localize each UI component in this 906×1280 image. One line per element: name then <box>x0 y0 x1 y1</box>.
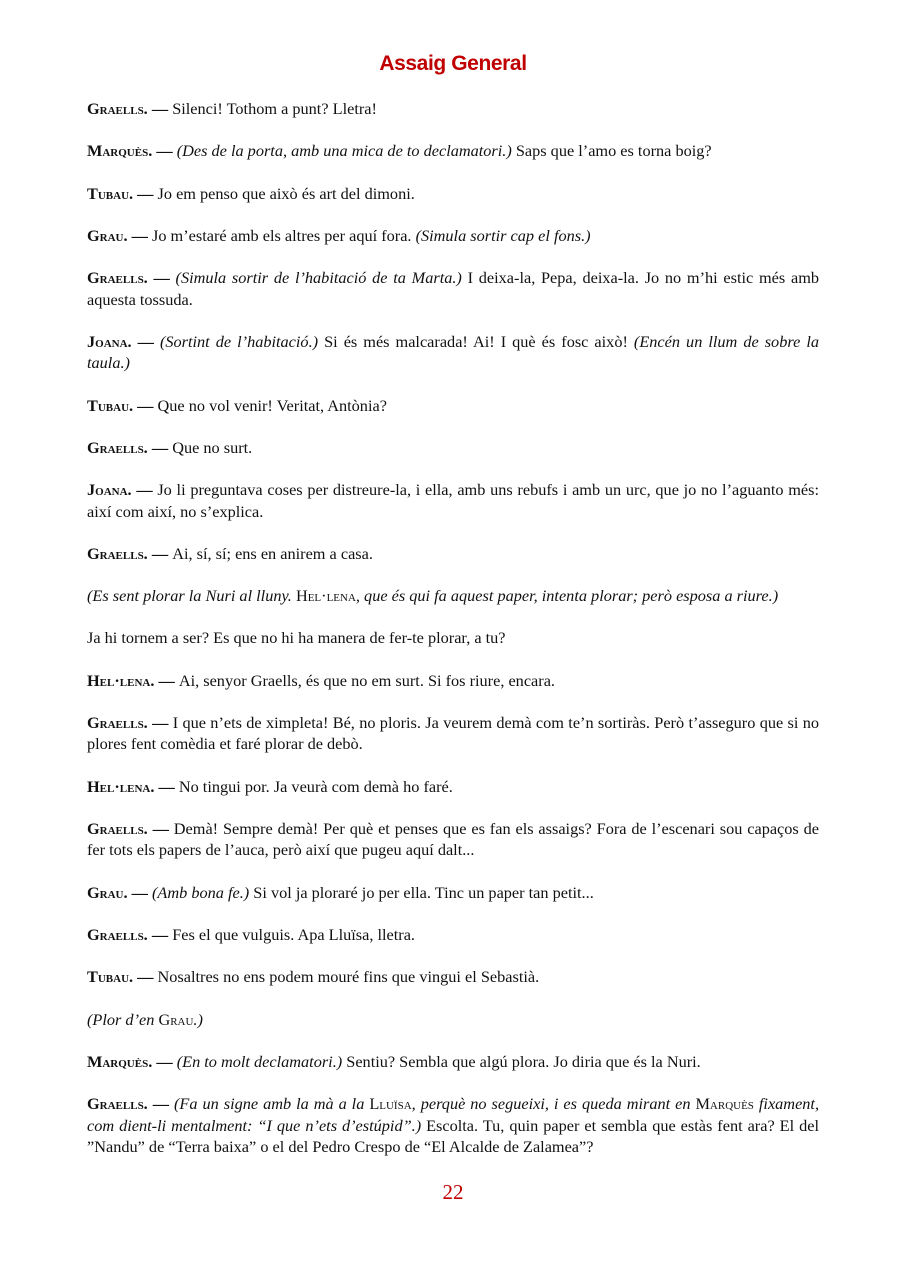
speaker-name: Joana. <box>87 331 132 351</box>
speaker-name: Graells. <box>87 925 148 945</box>
character-name-inline: Lluïsa <box>369 1094 412 1114</box>
dialogue-paragraph <box>87 225 819 246</box>
dialogue-paragraph <box>87 1093 819 1157</box>
dialogue-paragraph <box>87 140 819 161</box>
dialogue-paragraph <box>87 98 819 119</box>
dialogue-text: Sentiu? Sembla que algú plora. Jo diria que és la Nuri. <box>342 1051 701 1071</box>
dialogue-paragraph <box>87 1009 819 1030</box>
dialogue-text: Que no vol venir! Veritat, Antònia? <box>157 395 387 415</box>
speaker-name: Hel·lena. <box>87 776 155 796</box>
dialogue-paragraph <box>87 437 819 458</box>
speaker-name: Graells. <box>87 713 148 733</box>
page-number: 22 <box>442 1180 464 1204</box>
dialogue-text: Que no surt. <box>172 437 253 457</box>
dialogue-paragraph <box>87 183 819 204</box>
speaker-dash: — <box>147 268 176 288</box>
speaker-dash: — <box>154 776 179 796</box>
speaker-dash: — <box>152 141 177 161</box>
speaker-name: Graells. <box>87 1094 148 1114</box>
speaker-dash: — <box>154 670 179 690</box>
dialogue-paragraph <box>87 712 819 755</box>
stage-direction: (Amb bona fe.) <box>152 882 250 902</box>
speaker-name: Tubau. <box>87 967 134 987</box>
character-name-inline: Grau <box>158 1009 194 1029</box>
speaker-dash: — <box>127 882 152 902</box>
speaker-dash: — <box>133 967 158 987</box>
dialogue-paragraph <box>87 1051 819 1072</box>
stage-direction: (Simula sortir cap el fons.) <box>415 225 591 245</box>
speaker-name: Graells. <box>87 99 148 118</box>
dialogue-text: No tingui por. Ja veurà com demà ho faré. <box>178 776 453 796</box>
dialogue-text: Si és més malcarada! Ai! I què és fosc això! <box>318 331 634 351</box>
dialogue-paragraph <box>87 776 819 797</box>
character-name-inline: Marquès <box>695 1094 754 1114</box>
speaker-dash: — <box>147 543 173 563</box>
speaker-dash: — <box>133 395 158 415</box>
speaker-dash: — <box>127 225 152 245</box>
speaker-name: Tubau. <box>87 395 134 415</box>
dialogue-text: Nosaltres no ens podem mouré fins que vingui el Sebastià. <box>157 967 540 987</box>
dialogue-paragraph <box>87 331 819 374</box>
dialogue-text: Demà! Sempre demà! Per què et penses que es fan els assaigs? Fora de l’escenari sou capaços de fer tots els papers de l’auca, però així que pugeu aquí dalt... <box>87 819 819 860</box>
page-title: Assaig General <box>379 52 527 75</box>
dialogue-text: Escolta. Tu, quin paper et sembla que estàs fent ara? El del ”Nandu” de “Terra baixa” o el del Pedro Crespo de “El Alcalde de Zalamea”? <box>87 1115 819 1157</box>
character-name-inline: Hel·lena <box>295 586 356 606</box>
stage-direction: , que és qui fa aquest paper, intenta plorar; però esposa a riure.) <box>355 586 779 606</box>
speaker-dash: — <box>147 819 174 839</box>
speaker-dash: — <box>133 183 158 203</box>
dialogue-paragraph <box>87 818 819 861</box>
dialogue-paragraph <box>87 627 819 648</box>
stage-direction: , perquè no segueixi, i es queda mirant en <box>411 1094 696 1114</box>
dialogue-text: Ai, senyor Graells, és que no em surt. Si fos riure, encara. <box>178 670 555 690</box>
stage-direction: (Encén un llum de sobre la taula.) <box>87 331 819 373</box>
speaker-name: Joana. <box>87 480 132 500</box>
dialogue-paragraph <box>87 395 819 416</box>
dialogue-text: Jo em penso que això és art del dimoni. <box>157 183 415 203</box>
stage-direction: (Fa un signe amb la mà a la <box>174 1094 370 1114</box>
stage-direction: (Des de la porta, amb una mica de to declamatori.) <box>176 141 512 161</box>
dialogue-text: Jo li preguntava coses per distreure-la, i ella, amb uns rebufs i amb un urc, que jo no l’aguanto més: així com així, no s’explica. <box>87 480 819 521</box>
dialogue-text: Fes el que vulguis. Apa Lluïsa, lletra. <box>172 925 416 945</box>
speaker-name: Graells. <box>87 268 148 288</box>
dialogue-text: Si vol ja ploraré jo per ella. Tinc un paper tan petit... <box>249 882 594 902</box>
dialogue-paragraph <box>87 267 819 310</box>
stage-direction: (Sortint de l’habitació.) <box>159 331 319 351</box>
dialogue-paragraph <box>87 585 819 606</box>
dialogue-text: Saps que l’amo es torna boig? <box>511 141 712 161</box>
speaker-dash: — <box>147 1094 174 1114</box>
speaker-name: Graells. <box>87 819 148 839</box>
stage-direction: fixament, com dient-li mentalment: “I que n’ets d’estúpid”.) <box>87 1094 820 1135</box>
dialogue-text: Jo m’estaré amb els altres per aquí fora. <box>152 225 416 245</box>
dialogue-text: I que n’ets de ximpleta! Bé, no ploris. Ja veurem demà com te’n sortiràs. Però t’asseguro que si no plores fent comèdia et faré plorar de debò. <box>87 713 819 754</box>
dialogue-paragraph <box>87 882 819 903</box>
speaker-dash: — <box>147 99 173 118</box>
speaker-dash: — <box>147 437 173 457</box>
speaker-name: Tubau. <box>87 183 134 203</box>
dialogue-text: Ja hi tornem a ser? Es que no hi ha manera de fer-te plorar, a tu? <box>87 628 506 648</box>
speaker-name: Grau. <box>87 225 128 245</box>
speaker-name: Grau. <box>87 882 128 902</box>
speaker-name: Graells. <box>87 543 148 563</box>
speaker-name: Marquès. <box>87 1051 153 1071</box>
dialogue-text: Ai, sí, sí; ens en anirem a casa. <box>172 543 373 563</box>
dialogue-text: I deixa-la, Pepa, deixa-la. Jo no m’hi estic més amb aquesta tossuda. <box>87 268 819 309</box>
dialogue-paragraph <box>87 543 819 564</box>
dialogue-paragraph <box>87 670 819 691</box>
speaker-dash: — <box>131 480 158 500</box>
speaker-dash: — <box>147 713 173 733</box>
play-script-body <box>87 98 819 1178</box>
stage-direction: .) <box>193 1009 203 1029</box>
speaker-name: Marquès. <box>87 141 153 161</box>
stage-direction: (En to molt declamatori.) <box>176 1051 343 1071</box>
stage-direction: (Simula sortir de l’habitació de ta Marta.) <box>175 268 462 288</box>
speaker-dash: — <box>152 1051 177 1071</box>
stage-direction: (Plor d’en <box>87 1009 159 1029</box>
speaker-dash: — <box>131 331 160 351</box>
speaker-dash: — <box>147 925 173 945</box>
speaker-name: Hel·lena. <box>87 670 155 690</box>
dialogue-paragraph <box>87 924 819 945</box>
stage-direction: (Es sent plorar la Nuri al lluny. <box>87 586 296 606</box>
dialogue-text: Silenci! Tothom a punt? Lletra! <box>172 99 377 118</box>
dialogue-paragraph <box>87 479 819 522</box>
dialogue-paragraph <box>87 966 819 987</box>
speaker-name: Graells. <box>87 437 148 457</box>
